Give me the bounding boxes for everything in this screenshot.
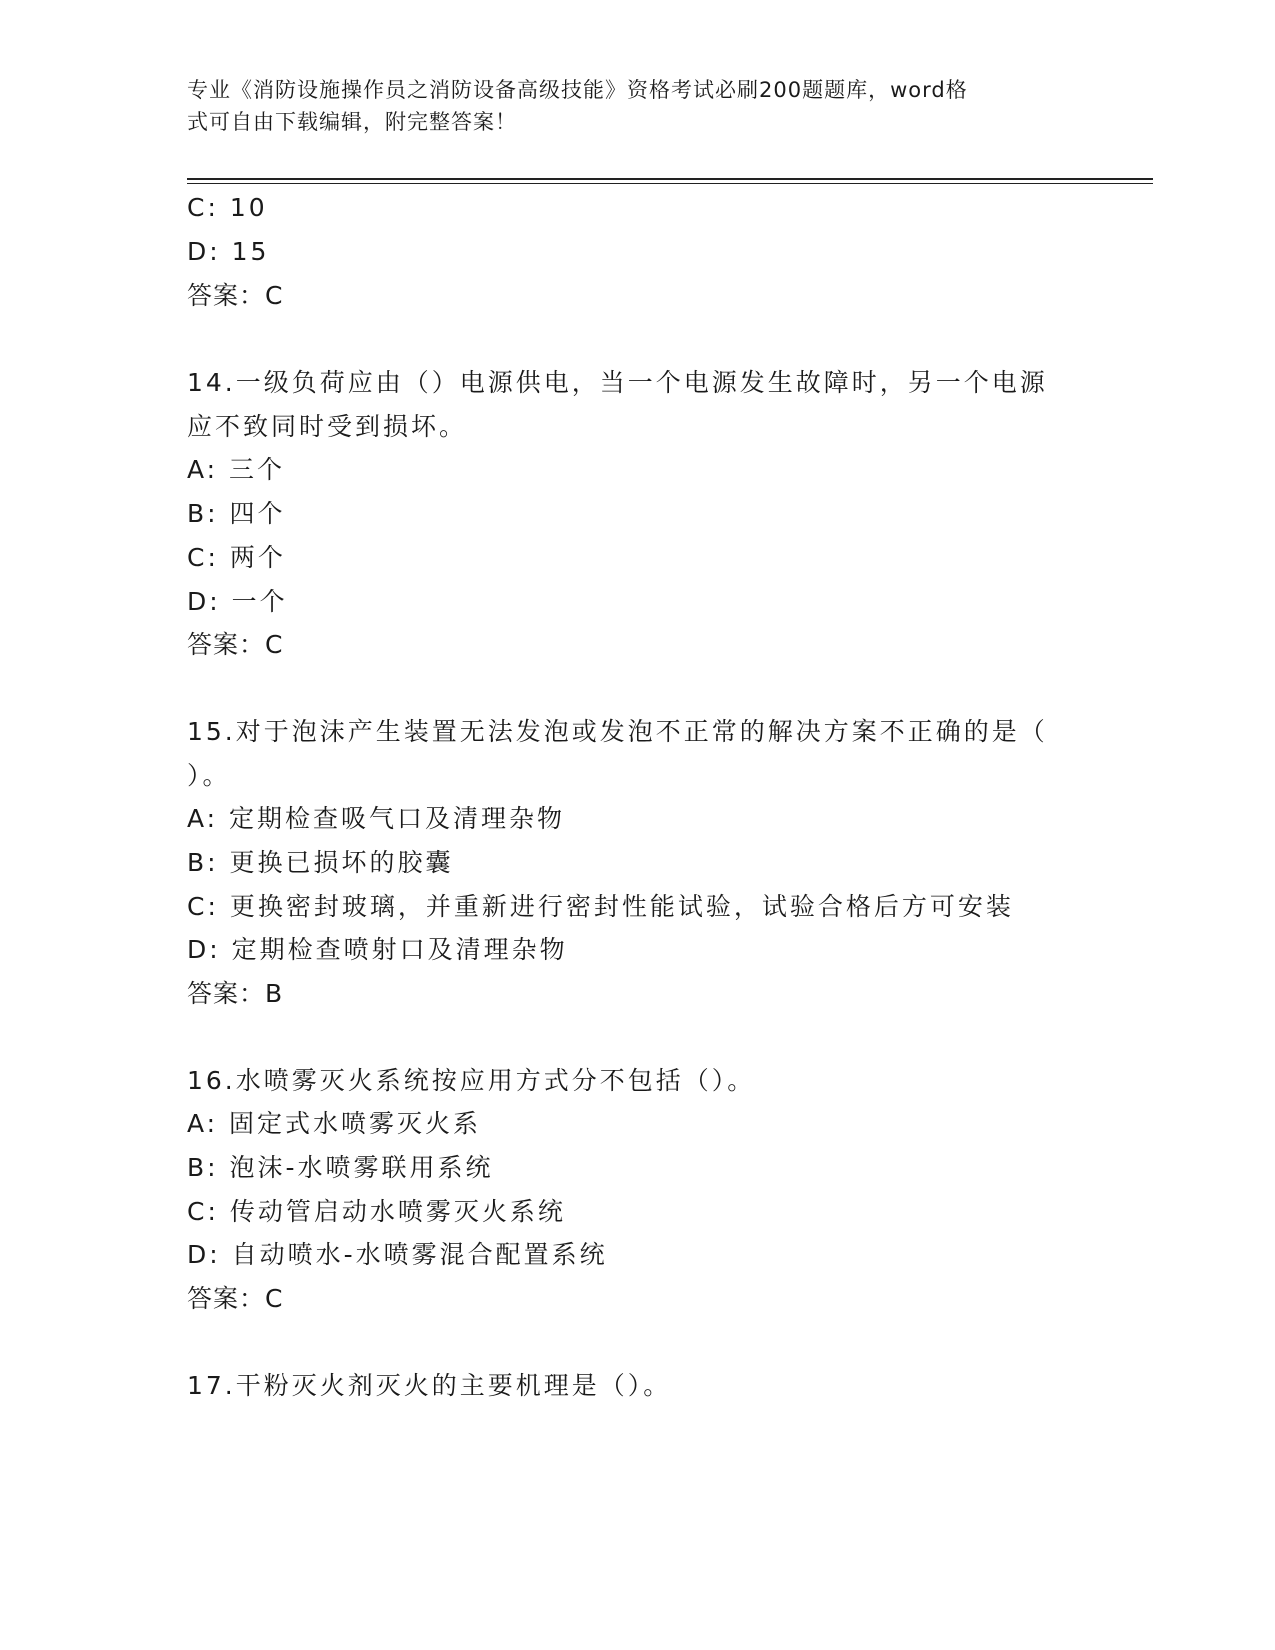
q13-option-d: D: 15 <box>187 237 270 266</box>
q17-stem-line-1: 17.干粉灭火剂灭火的主要机理是（）。 <box>187 1371 672 1400</box>
q16-option-b: B: 泡沫-水喷雾联用系统 <box>187 1153 494 1182</box>
q15-option-d: D: 定期检查喷射口及清理杂物 <box>187 935 568 964</box>
q15-answer: 答案：B <box>187 979 284 1008</box>
q14-answer: 答案：C <box>187 630 284 659</box>
q14-option-b: B: 四个 <box>187 499 286 528</box>
q16-option-d: D: 自动喷水-水喷雾混合配置系统 <box>187 1240 608 1269</box>
q15-option-b: B: 更换已损坏的胶囊 <box>187 848 454 877</box>
q16-stem-line-1: 16.水喷雾灭火系统按应用方式分不包括（）。 <box>187 1066 756 1095</box>
header-divider-thin <box>187 183 1153 184</box>
header-divider-thick <box>187 178 1153 180</box>
q15-stem-line-2: ）。 <box>187 761 231 790</box>
q16-answer: 答案：C <box>187 1284 284 1313</box>
q15-stem-line-1: 15.对于泡沫产生装置无法发泡或发泡不正常的解决方案不正确的是（ <box>187 717 1048 746</box>
q14-option-a: A: 三个 <box>187 455 286 484</box>
q14-stem-line-1: 14.一级负荷应由（）电源供电，当一个电源发生故障时，另一个电源 <box>187 368 1048 397</box>
q13-option-c: C: 10 <box>187 193 268 222</box>
q14-option-c: C: 两个 <box>187 543 286 572</box>
document-header <box>187 74 1067 138</box>
q16-option-c: C: 传动管启动水喷雾灭火系统 <box>187 1197 566 1226</box>
header-line-1: 专业《消防设施操作员之消防设备高级技能》资格考试必刷200题题库，word格 <box>187 78 968 102</box>
q14-option-d: D: 一个 <box>187 587 288 616</box>
header-line-2: 式可自由下载编辑，附完整答案！ <box>187 110 517 134</box>
q14-stem-line-2: 应不致同时受到损坏。 <box>187 412 468 441</box>
q16-option-a: A: 固定式水喷雾灭火系 <box>187 1109 482 1138</box>
q15-option-c: C: 更换密封玻璃，并重新进行密封性能试验，试验合格后方可安装 <box>187 892 1014 921</box>
q13-answer: 答案：C <box>187 281 284 310</box>
q15-option-a: A: 定期检查吸气口及清理杂物 <box>187 804 566 833</box>
